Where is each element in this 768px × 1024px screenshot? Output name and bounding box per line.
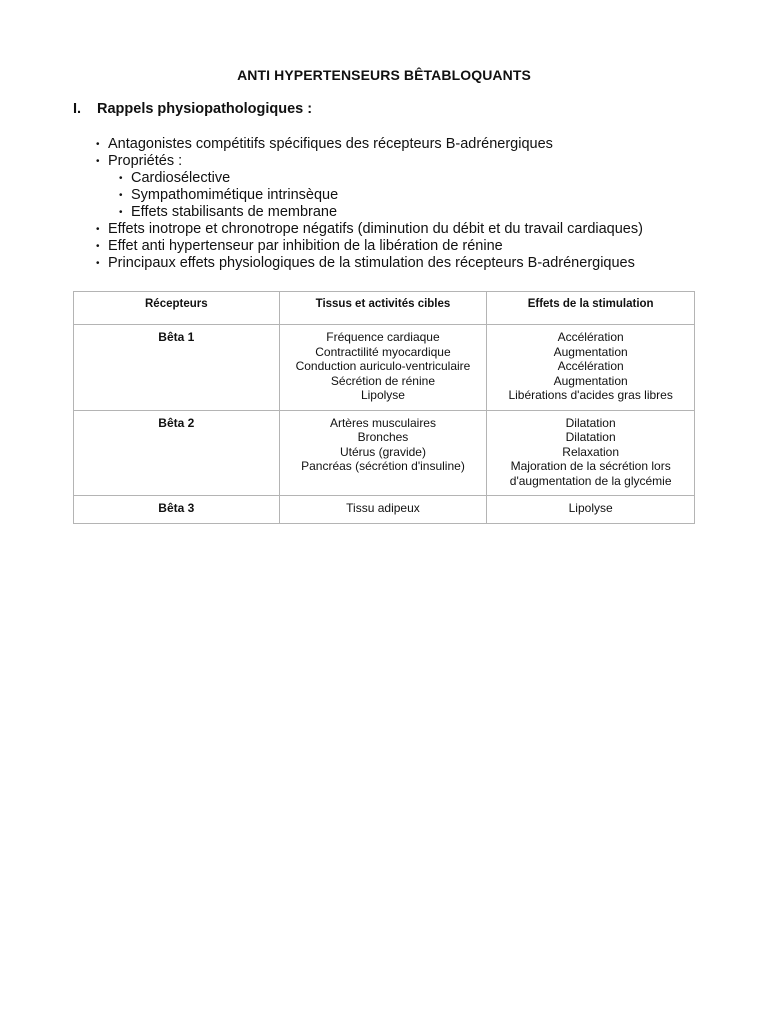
effect-line: Accélération [557, 330, 624, 344]
header-effects: Effets de la stimulation [487, 292, 695, 325]
effect-line: Augmentation [553, 344, 628, 359]
target-line: Lipolyse [360, 388, 405, 402]
target-line: Sécrétion de rénine [330, 373, 435, 388]
targets-cell [279, 410, 487, 496]
effects-cell [487, 325, 695, 411]
bullet-item: • Antagonistes compétitifs spécifiques des récepteurs B-adrénergiques [96, 136, 643, 153]
effect-line: d'augmentation de la glycémie [509, 473, 672, 488]
section-title: Rappels physiopathologiques : [97, 101, 313, 117]
target-line: Artères musculaires [329, 415, 436, 430]
effect-line: Majoration de la sécrétion lors [510, 459, 671, 473]
header-targets: Tissus et activités cibles [279, 292, 487, 325]
effect-line: Lipolyse [568, 501, 613, 515]
receptor-cell: Bêta 1 [74, 325, 280, 411]
target-line: Fréquence cardiaque [326, 330, 440, 344]
table-header-row [74, 292, 695, 325]
table-row [74, 496, 695, 524]
effect-line: Augmentation [553, 373, 628, 388]
sub-bullet-item: • Sympathomimétique intrinsèque [119, 187, 643, 204]
effect-line: Dilatation [565, 430, 616, 444]
table-row [74, 410, 695, 496]
header-receptors: Récepteurs [74, 292, 280, 325]
receptor-cell: Bêta 3 [74, 496, 280, 524]
targets-cell [279, 325, 487, 411]
effect-line: Libérations d'acides gras libres [508, 388, 673, 402]
effects-cell [487, 496, 695, 524]
sub-bullet-item: • Effets stabilisants de membrane [119, 204, 643, 221]
table-row [74, 325, 695, 411]
effects-cell [487, 410, 695, 496]
sub-bullet-item: • Cardiosélective [119, 170, 643, 187]
bullet-item: • Effets inotrope et chronotrope négatifs (diminution du débit et du travail cardiaques) [96, 221, 643, 238]
receptor-table [73, 291, 695, 524]
document-title: ANTI HYPERTENSEURS BÊTABLOQUANTS [237, 67, 531, 83]
bullet-list [96, 136, 643, 272]
target-line: Conduction auriculo-ventriculaire [295, 359, 471, 373]
effect-line: Accélération [557, 359, 624, 373]
effect-line: Relaxation [562, 444, 619, 459]
receptor-cell: Bêta 2 [74, 410, 280, 496]
target-line: Pancréas (sécrétion d'insuline) [301, 459, 465, 473]
section-heading [73, 101, 312, 117]
effect-line: Dilatation [565, 415, 616, 430]
bullet-item: • Effet anti hypertenseur par inhibition de la libération de rénine [96, 238, 643, 255]
target-line: Bronches [357, 430, 409, 444]
target-line: Contractilité myocardique [315, 344, 451, 359]
targets-cell [279, 496, 487, 524]
section-number: I. [73, 101, 82, 117]
bullet-item: • Principaux effets physiologiques de la stimulation des récepteurs B-adrénergiques [96, 255, 643, 272]
bullet-item: • Propriétés : [96, 153, 643, 170]
target-line: Tissu adipeux [346, 501, 420, 515]
target-line: Utérus (gravide) [339, 444, 426, 459]
